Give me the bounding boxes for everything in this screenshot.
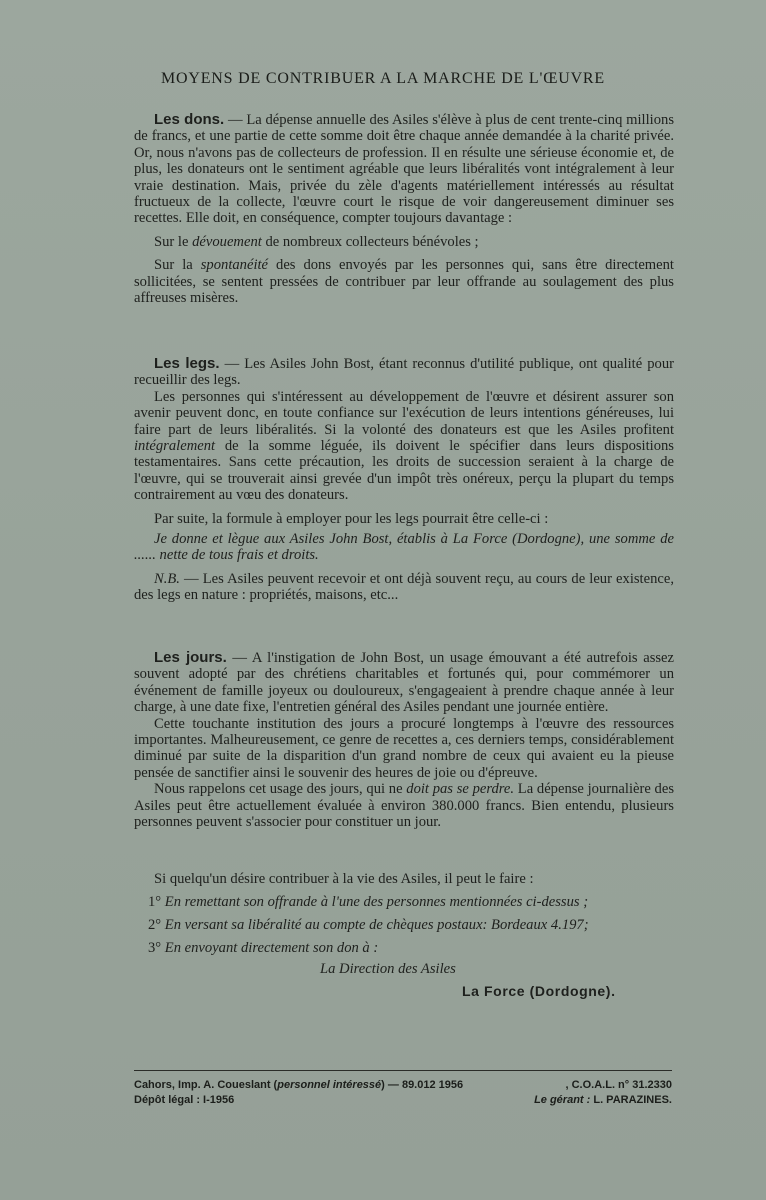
closing-item-2 <box>134 914 674 937</box>
jours-heading: Les jours. <box>154 649 227 666</box>
dons-paragraph-1 <box>134 112 674 227</box>
closing-intro: Si quelqu'un désire contribuer à la vie des Asiles, il peut le faire : <box>154 871 534 887</box>
jours-paragraph-2: Cette touchante institution des jours a procuré longtemps à l'œuvre des ressources importantes. Malheureusement, ce genre de recettes a, ces derniers temps, considérablement diminué par suite de la disparition d'un grand nombre de ceux qui avaient eu la pieuse pensée de sanctifier ainsi le souvenir des heures de joie ou d'épreuve. <box>134 715 674 781</box>
closing-item-1 <box>134 891 674 914</box>
dons-p2-pre: Sur le <box>154 233 193 250</box>
signature-direction: La Direction des Asiles <box>320 961 456 977</box>
footer-printer <box>134 1078 463 1093</box>
item-2-text: En versant sa libéralité au compte de chèques postaux: Bordeaux 4.197; <box>164 917 589 933</box>
section-jours <box>134 650 674 830</box>
dons-text-1: — La dépense annuelle des Asiles s'élève à plus de cent trente-cinq millions de francs, et une partie de cette somme doit être chaque année demandée à la charité privée. Or, nous n'avons pas de collecteurs de profession. Il en résulte une sérieuse économie et, de plus, les donateurs ont le sentiment agréable que leurs libéralités vont intégralement à leur vraie destination. Mais, privée du zèle d'agents matériellement intéressés au résultat fructueux de la collecte, l'œuvre court le risque de voir dangereusement diminuer ses recettes. Elle doit, en conséquence, compter toujours davantage : <box>134 112 674 227</box>
footer-depot: Dépôt légal : I-1956 <box>134 1094 235 1106</box>
section-dons <box>134 112 674 306</box>
jours-paragraph-3 <box>134 781 674 830</box>
dons-p3-post: des dons envoyés par les personnes qui, sans être directement sollicitées, se sentent pressées de contribuer par leur offrande au soulagement des plus affreuses misères. <box>134 257 674 307</box>
legs-nb-text: — Les Asiles peuvent recevoir et ont déjà souvent reçu, au cours de leur existence, des legs en nature : propriétés, maisons, etc... <box>134 570 674 604</box>
item-1-text: En remettant son offrande à l'une des personnes mentionnées ci-dessus ; <box>164 894 589 910</box>
dons-paragraph-2 <box>134 234 674 250</box>
dons-p3-pre: Sur la <box>154 257 201 274</box>
closing-section <box>134 868 674 960</box>
dons-p3-em: spontanéité <box>200 257 269 274</box>
legs-text-1: — Les Asiles John Bost, étant reconnus d'utilité publique, ont qualité pour recueillir des legs. <box>134 356 674 389</box>
legs-nb <box>134 571 674 604</box>
legs-p2-post: de la somme léguée, ils doivent le spécifier dans leurs dispositions testamentaires. Sans cette précaution, les droits de succession seraient à la charge de l'œuvre, qui se trouverait ainsi grevée d'un impôt très onéreux, perçu la plupart du temps contrairement au vœu des donateurs. <box>134 438 674 504</box>
footer-gerant <box>534 1093 672 1108</box>
legs-paragraph-2 <box>134 389 674 504</box>
dons-paragraph-3 <box>134 257 674 306</box>
footer-printer-post: ) — 89.012 1956 <box>381 1079 464 1091</box>
item-3-text: En envoyant directement son don à : <box>164 940 379 956</box>
footer-legal-line <box>134 1093 672 1108</box>
legs-paragraph-3: Par suite, la formule à employer pour les legs pourrait être celle-ci : <box>154 510 549 527</box>
legs-p2-em: intégralement <box>134 438 216 455</box>
dons-heading: Les dons. <box>154 111 225 128</box>
footer-divider <box>134 1070 672 1071</box>
item-3-number: 3° <box>148 940 162 956</box>
jours-p3-pre: Nous rappelons cet usage des jours, qui ne <box>154 781 407 798</box>
item-2-number: 2° <box>148 917 162 933</box>
legs-formula: Je donne et lègue aux Asiles John Bost, établis à La Force (Dordogne), une somme de ...... nette de tous frais et droits. <box>134 531 674 564</box>
dons-p2-post: de nombreux collecteurs bénévoles ; <box>261 233 479 250</box>
page-title: MOYENS DE CONTRIBUER A LA MARCHE DE L'ŒUVRE <box>161 70 605 87</box>
footer-printer-line <box>134 1078 672 1093</box>
jours-text-1: — A l'instigation de John Bost, un usage émouvant a été autrefois assez souvent adopté par des chrétiens charitables et fortunés qui, pour commémorer un événement de famille joyeux ou douloureux, s'engageaient à prendre chaque année à leur charge, à une date fixe, l'entretien général des Asiles pendant une journée entière. <box>134 650 675 716</box>
dons-p2-em: dévouement <box>192 233 262 250</box>
legs-p2-pre: Les personnes qui s'intéressent au développement de l'œuvre et désirent assurer son avenir peuvent donc, en toute confiance sur l'exécution de leurs intentions généreuses, lui faire part de leurs libéralités. Si la volonté des donateurs est que les Asiles profitent <box>134 388 674 438</box>
footer-printer-em: personnel intéressé <box>277 1079 382 1091</box>
signature-location: La Force (Dordogne). <box>462 983 616 999</box>
footer-coal: , C.O.A.L. n° 31.2330 <box>565 1079 672 1091</box>
section-legs <box>134 356 674 604</box>
jours-paragraph-1 <box>134 650 674 716</box>
closing-item-3 <box>134 937 674 960</box>
footer-gerant-name: L. PARAZINES. <box>590 1094 672 1106</box>
legs-nb-label: N.B. <box>154 570 180 587</box>
legs-heading: Les legs. <box>154 355 220 372</box>
footer-gerant-label: Le gérant : <box>534 1094 591 1106</box>
legs-paragraph-1 <box>134 356 674 389</box>
footer-printer-pre: Cahors, Imp. A. Coueslant ( <box>134 1079 278 1091</box>
item-1-number: 1° <box>148 894 162 910</box>
jours-p3-post: La dépense journalière des Asiles peut être actuellement évaluée à environ 380.000 francs. Bien entendu, plusieurs personnes peuvent s'associer pour constituer un jour. <box>134 781 675 831</box>
jours-p3-em: doit pas se perdre. <box>406 781 515 798</box>
